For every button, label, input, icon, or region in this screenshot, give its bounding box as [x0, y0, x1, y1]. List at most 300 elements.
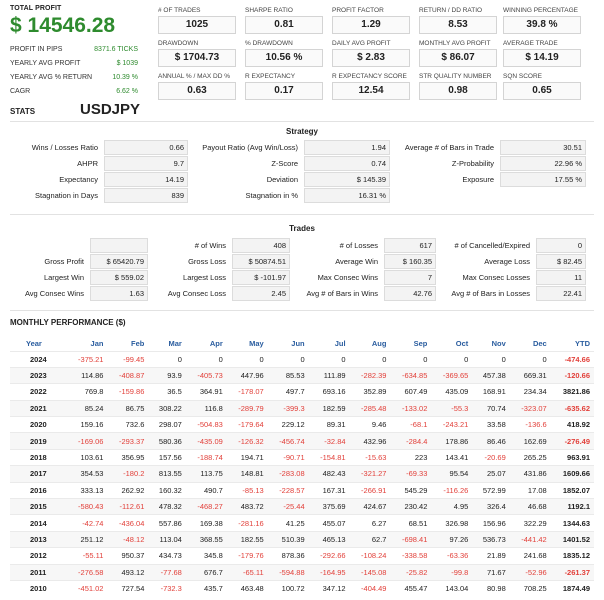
trades-key: Largest Loss	[183, 273, 226, 282]
column-header: Apr	[209, 338, 223, 348]
column-header: Dec	[532, 338, 547, 348]
trades-key: Avg Consec Wins	[24, 289, 84, 298]
month-cell: -133.02	[390, 400, 431, 416]
month-cell: 0	[510, 351, 551, 367]
month-cell: 0	[309, 351, 350, 367]
month-cell: 160.32	[148, 482, 185, 498]
month-cell: -369.65	[431, 367, 472, 383]
strategy-key: Deviation	[266, 175, 298, 184]
column-header: Sep	[413, 338, 428, 348]
strategy-value: 30.51	[500, 140, 586, 155]
trades-value: 617	[384, 238, 436, 253]
month-cell: 482.43	[309, 466, 350, 482]
year-cell: 2019	[10, 433, 67, 449]
month-cell: 0	[431, 351, 472, 367]
month-cell: 85.53	[268, 367, 309, 383]
yearly-avg-profit-value: $ 1039	[116, 60, 138, 67]
month-cell: -468.27	[186, 499, 227, 515]
month-cell: 194.71	[227, 449, 268, 465]
month-cell: 182.59	[309, 400, 350, 416]
yearly-avg-return-value: 10.39 %	[112, 74, 138, 81]
month-cell: -116.26	[431, 482, 472, 498]
cagr-label: CAGR	[10, 88, 31, 95]
month-cell: 483.72	[227, 499, 268, 515]
month-cell: 148.81	[227, 466, 268, 482]
year-cell: 2013	[10, 531, 67, 547]
column-header: YTD	[575, 338, 590, 348]
strategy-value: 839	[104, 188, 188, 203]
month-cell: 435.7	[186, 580, 227, 596]
metric-label: RETURN / DD RATIO	[419, 7, 483, 14]
month-cell: 708.25	[510, 580, 551, 596]
month-cell: 93.9	[148, 367, 185, 383]
table-row	[10, 384, 594, 400]
year-cell: 2022	[10, 384, 67, 400]
month-cell: 0	[148, 351, 185, 367]
month-cell: -436.04	[107, 515, 148, 531]
month-cell: 424.67	[350, 499, 391, 515]
year-cell: 2016	[10, 482, 67, 498]
profit-pips-value: 8371.6 TICKS	[94, 46, 138, 53]
table-row	[10, 367, 594, 383]
month-cell: 347.12	[309, 580, 350, 596]
strategy-value: 22.96 %	[500, 156, 586, 171]
month-cell: -65.11	[227, 564, 268, 580]
metric-label: DRAWDOWN	[158, 40, 199, 47]
month-cell: 0	[268, 351, 309, 367]
month-cell: 457.38	[472, 367, 509, 383]
month-cell: -338.58	[390, 548, 431, 564]
month-cell: 557.86	[148, 515, 185, 531]
strategy-value: 0.74	[304, 156, 390, 171]
strategy-key: Exposure	[462, 175, 494, 184]
yearly-avg-return-row	[10, 74, 138, 84]
metric-label: SHARPE RATIO	[245, 7, 293, 14]
month-cell: -441.42	[510, 531, 551, 547]
month-cell: 465.13	[309, 531, 350, 547]
month-cell: 4.95	[431, 499, 472, 515]
month-cell: -159.86	[107, 384, 148, 400]
month-cell: 0	[390, 351, 431, 367]
month-cell: -99.8	[431, 564, 472, 580]
metric-value: 8.53	[419, 16, 497, 34]
month-cell: 352.89	[350, 384, 391, 400]
trades-value: 11	[536, 270, 586, 285]
month-cell: 251.12	[67, 531, 108, 547]
month-cell: -48.12	[107, 531, 148, 547]
trades-value: 408	[232, 238, 290, 253]
month-cell: 157.56	[148, 449, 185, 465]
month-cell: 333.13	[67, 482, 108, 498]
month-cell: -732.3	[148, 580, 185, 596]
month-cell: 434.73	[148, 548, 185, 564]
trades-blank-cell	[90, 238, 148, 253]
month-cell: 86.75	[107, 400, 148, 416]
metric-drawdown	[158, 39, 236, 67]
strategy-key: Wins / Losses Ratio	[31, 143, 98, 152]
month-cell: -266.91	[350, 482, 391, 498]
month-cell: -228.57	[268, 482, 309, 498]
table-row	[10, 548, 594, 564]
yearly-avg-profit-label: YEARLY AVG PROFIT	[10, 60, 81, 67]
month-cell: -283.08	[268, 466, 309, 482]
month-cell: 536.73	[472, 531, 509, 547]
year-cell: 2015	[10, 499, 67, 515]
metric-r-expectancy	[245, 72, 323, 100]
trades-key: Gross Profit	[44, 257, 84, 266]
year-cell: 2021	[10, 400, 67, 416]
month-cell: 168.91	[472, 384, 509, 400]
month-cell: -25.82	[390, 564, 431, 580]
month-cell: -456.74	[268, 433, 309, 449]
metric-num-trades	[158, 6, 236, 34]
month-cell: -399.3	[268, 400, 309, 416]
month-cell: -85.13	[227, 482, 268, 498]
month-cell: -126.32	[227, 433, 268, 449]
month-cell: 497.7	[268, 384, 309, 400]
strategy-value: 9.7	[104, 156, 188, 171]
month-cell: -145.08	[350, 564, 391, 580]
metric-value: $ 1704.73	[158, 49, 236, 67]
ytd-cell: 3821.86	[551, 384, 594, 400]
month-cell: 322.29	[510, 515, 551, 531]
month-cell: -698.41	[390, 531, 431, 547]
month-cell: 732.6	[107, 417, 148, 433]
metric-label: # OF TRADES	[158, 7, 201, 14]
trades-value: $ 50874.51	[232, 254, 290, 269]
metric-label: MONTHLY AVG PROFIT	[419, 40, 491, 47]
month-cell: -243.21	[431, 417, 472, 433]
cagr-row	[10, 88, 138, 98]
month-cell: 669.31	[510, 367, 551, 383]
column-header: Year	[26, 338, 42, 348]
month-cell: 572.99	[472, 482, 509, 498]
month-cell: 143.41	[431, 449, 472, 465]
ytd-cell: 1401.52	[551, 531, 594, 547]
monthly-performance-title: MONTHLY PERFORMANCE ($)	[10, 318, 126, 327]
metric-value: 0.98	[419, 82, 497, 100]
metric-value: $ 14.19	[503, 49, 581, 67]
metric-value: 1025	[158, 16, 236, 34]
column-header: Feb	[131, 338, 145, 348]
total-profit-value: $ 14546.28	[10, 14, 116, 37]
cagr-value: 6.62 %	[116, 88, 138, 95]
trades-value: $ 559.02	[90, 270, 148, 285]
table-header-row	[10, 336, 594, 351]
month-cell: 162.69	[510, 433, 551, 449]
month-cell: -285.48	[350, 400, 391, 416]
trades-value: $ 160.35	[384, 254, 436, 269]
metric-sharpe-ratio	[245, 6, 323, 34]
month-cell: 0	[227, 351, 268, 367]
month-cell: 116.8	[186, 400, 227, 416]
month-cell: -180.2	[107, 466, 148, 482]
ytd-cell: 1344.63	[551, 515, 594, 531]
column-header: Jun	[291, 338, 305, 348]
month-cell: 769.8	[67, 384, 108, 400]
strategy-key: Stagnation in Days	[35, 191, 98, 200]
month-cell: -284.4	[390, 433, 431, 449]
trades-key: Avg # of Bars in Losses	[451, 289, 530, 298]
month-cell: -293.37	[107, 433, 148, 449]
table-row	[10, 466, 594, 482]
month-cell: 89.31	[309, 417, 350, 433]
column-header: Oct	[455, 338, 469, 348]
column-header: Nov	[491, 338, 506, 348]
month-cell: 545.29	[390, 482, 431, 498]
month-cell: 298.07	[148, 417, 185, 433]
strategy-key: AHPR	[77, 159, 98, 168]
strategy-key: Z-Probability	[451, 159, 494, 168]
month-cell: 375.69	[309, 499, 350, 515]
month-cell: 33.58	[472, 417, 509, 433]
month-cell: 36.5	[148, 384, 185, 400]
month-cell: -169.06	[67, 433, 108, 449]
ytd-cell: -261.37	[551, 564, 594, 580]
metric-average-trade	[503, 39, 581, 67]
table-row	[10, 515, 594, 531]
strategy-value: 1.94	[304, 140, 390, 155]
month-cell: 727.54	[107, 580, 148, 596]
strategy-value: 14.19	[104, 172, 188, 187]
ytd-cell: 1192.1	[551, 499, 594, 515]
month-cell: -25.44	[268, 499, 309, 515]
monthly-performance-table	[10, 336, 594, 597]
column-header: Jul	[334, 338, 346, 348]
month-cell: -90.71	[268, 449, 309, 465]
month-cell: 70.74	[472, 400, 509, 416]
ytd-cell: 1835.12	[551, 548, 594, 564]
month-cell: -580.43	[67, 499, 108, 515]
metric-value: 1.29	[332, 16, 410, 34]
month-cell: 62.7	[350, 531, 391, 547]
trades-key: Gross Loss	[188, 257, 226, 266]
month-cell: -292.66	[309, 548, 350, 564]
metric-monthly-avg-profit	[419, 39, 497, 67]
yearly-avg-return-label: YEARLY AVG % RETURN	[10, 74, 93, 81]
metric-return-dd-ratio	[419, 6, 497, 34]
month-cell: 97.26	[431, 531, 472, 547]
month-cell: 607.49	[390, 384, 431, 400]
month-cell: -112.61	[107, 499, 148, 515]
month-cell: 113.04	[148, 531, 185, 547]
trades-key: Average Win	[335, 257, 378, 266]
month-cell: 86.46	[472, 433, 509, 449]
column-header: Aug	[371, 338, 387, 348]
table-row	[10, 531, 594, 547]
metric-r-expectancy-score	[332, 72, 410, 100]
strategy-title: Strategy	[285, 127, 318, 136]
month-cell: 103.61	[67, 449, 108, 465]
month-cell: 326.98	[431, 515, 472, 531]
month-cell: -15.63	[350, 449, 391, 465]
month-cell: -108.24	[350, 548, 391, 564]
month-cell: 229.12	[268, 417, 309, 433]
ytd-cell: -635.62	[551, 400, 594, 416]
year-cell: 2011	[10, 564, 67, 580]
metric-annual-maxdd	[158, 72, 236, 100]
metric-value: 0.81	[245, 16, 323, 34]
column-header: Jan	[90, 338, 104, 348]
month-cell: 693.16	[309, 384, 350, 400]
profit-pips-row	[10, 46, 138, 56]
metric-pct-drawdown	[245, 39, 323, 67]
ytd-cell: 1852.07	[551, 482, 594, 498]
month-cell: -77.68	[148, 564, 185, 580]
month-cell: 80.98	[472, 580, 509, 596]
strategy-key: Expectancy	[59, 175, 98, 184]
metric-label: R EXPECTANCY	[245, 73, 296, 80]
yearly-avg-profit-row	[10, 60, 138, 70]
metric-label: R EXPECTANCY SCORE	[332, 73, 407, 80]
metric-value: 10.56 %	[245, 49, 323, 67]
strategy-value: 0.66	[104, 140, 188, 155]
month-cell: -435.09	[186, 433, 227, 449]
month-cell: 262.92	[107, 482, 148, 498]
trades-key: # of Cancelled/Expired	[454, 241, 530, 250]
metric-winning-percentage	[503, 6, 581, 34]
month-cell: -282.39	[350, 367, 391, 383]
trades-value: 22.41	[536, 286, 586, 301]
month-cell: 25.07	[472, 466, 509, 482]
trades-key: Max Consec Wins	[317, 273, 378, 282]
month-cell: 455.47	[390, 580, 431, 596]
month-cell: 9.46	[350, 417, 391, 433]
month-cell: -281.16	[227, 515, 268, 531]
ytd-cell: -120.66	[551, 367, 594, 383]
month-cell: -69.33	[390, 466, 431, 482]
month-cell: 455.07	[309, 515, 350, 531]
month-cell: 241.68	[510, 548, 551, 564]
ytd-cell: -474.66	[551, 351, 594, 367]
table-row	[10, 482, 594, 498]
table-row	[10, 564, 594, 580]
strategy-value: $ 145.39	[304, 172, 390, 187]
month-cell: 345.8	[186, 548, 227, 564]
table-row	[10, 417, 594, 433]
month-cell: 326.4	[472, 499, 509, 515]
metric-label: PROFIT FACTOR	[332, 7, 384, 14]
month-cell: -179.76	[227, 548, 268, 564]
ytd-cell: 1874.49	[551, 580, 594, 596]
year-cell: 2023	[10, 367, 67, 383]
ytd-cell: 963.91	[551, 449, 594, 465]
month-cell: 432.96	[350, 433, 391, 449]
month-cell: 354.53	[67, 466, 108, 482]
trades-value: 0	[536, 238, 586, 253]
month-cell: 156.96	[472, 515, 509, 531]
metric-value: 0.65	[503, 82, 581, 100]
total-profit-panel	[10, 5, 138, 95]
month-cell: 676.7	[186, 564, 227, 580]
month-cell: -504.83	[186, 417, 227, 433]
trades-value: $ -101.97	[232, 270, 290, 285]
ytd-cell: 1609.66	[551, 466, 594, 482]
month-cell: 6.27	[350, 515, 391, 531]
trades-key: # of Wins	[194, 241, 226, 250]
month-cell: 17.08	[510, 482, 551, 498]
month-cell: 431.86	[510, 466, 551, 482]
month-cell: -32.84	[309, 433, 350, 449]
month-cell: -20.69	[472, 449, 509, 465]
month-cell: -321.27	[350, 466, 391, 482]
month-cell: -52.96	[510, 564, 551, 580]
month-cell: 265.25	[510, 449, 551, 465]
month-cell: 308.22	[148, 400, 185, 416]
metric-value: $ 86.07	[419, 49, 497, 67]
table-row	[10, 499, 594, 515]
metric-label: ANNUAL % / MAX DD %	[158, 73, 230, 80]
table-row	[10, 449, 594, 465]
table-row	[10, 580, 594, 596]
year-cell: 2010	[10, 580, 67, 596]
month-cell: 167.31	[309, 482, 350, 498]
profit-pips-label: PROFIT IN PIPS	[10, 46, 63, 53]
month-cell: 356.95	[107, 449, 148, 465]
strategy-key: Average # of Bars in Trade	[404, 143, 494, 152]
month-cell: -164.95	[309, 564, 350, 580]
metric-label: AVERAGE TRADE	[503, 40, 558, 47]
metric-label: STR QUALITY NUMBER	[419, 73, 492, 80]
month-cell: -178.07	[227, 384, 268, 400]
month-cell: 364.91	[186, 384, 227, 400]
strategy-value: 16.31 %	[304, 188, 390, 203]
metric-str-quality-number	[419, 72, 497, 100]
month-cell: 368.55	[186, 531, 227, 547]
month-cell: 435.09	[431, 384, 472, 400]
metric-daily-avg-profit	[332, 39, 410, 67]
divider	[10, 214, 594, 215]
month-cell: 159.16	[67, 417, 108, 433]
metric-profit-factor	[332, 6, 410, 34]
metric-label: % DRAWDOWN	[245, 40, 293, 47]
month-cell: 234.34	[510, 384, 551, 400]
month-cell: -594.88	[268, 564, 309, 580]
month-cell: 41.25	[268, 515, 309, 531]
month-cell: 878.36	[268, 548, 309, 564]
month-cell: -179.64	[227, 417, 268, 433]
metric-label: WINNING PERCENTAGE	[503, 7, 578, 14]
stats-label: STATS	[10, 107, 36, 116]
month-cell: 100.72	[268, 580, 309, 596]
column-header: Mar	[168, 338, 182, 348]
month-cell: 490.7	[186, 482, 227, 498]
trades-key: Avg # of Bars in Wins	[306, 289, 378, 298]
month-cell: 950.37	[107, 548, 148, 564]
month-cell: -154.81	[309, 449, 350, 465]
metric-label: DAILY AVG PROFIT	[332, 40, 391, 47]
trades-value: 1.63	[90, 286, 148, 301]
table-row	[10, 351, 594, 367]
year-cell: 2017	[10, 466, 67, 482]
metric-value: 12.54	[332, 82, 410, 100]
strategy-key: Z-Score	[271, 159, 298, 168]
month-cell: 95.54	[431, 466, 472, 482]
trades-value: 42.76	[384, 286, 436, 301]
month-cell: 71.67	[472, 564, 509, 580]
divider	[10, 121, 594, 122]
year-cell: 2014	[10, 515, 67, 531]
month-cell: -404.49	[350, 580, 391, 596]
month-cell: -375.21	[67, 351, 108, 367]
month-cell: -136.6	[510, 417, 551, 433]
month-cell: 111.89	[309, 367, 350, 383]
year-cell: 2020	[10, 417, 67, 433]
month-cell: 493.12	[107, 564, 148, 580]
month-cell: -55.11	[67, 548, 108, 564]
month-cell: -68.1	[390, 417, 431, 433]
month-cell: -289.79	[227, 400, 268, 416]
